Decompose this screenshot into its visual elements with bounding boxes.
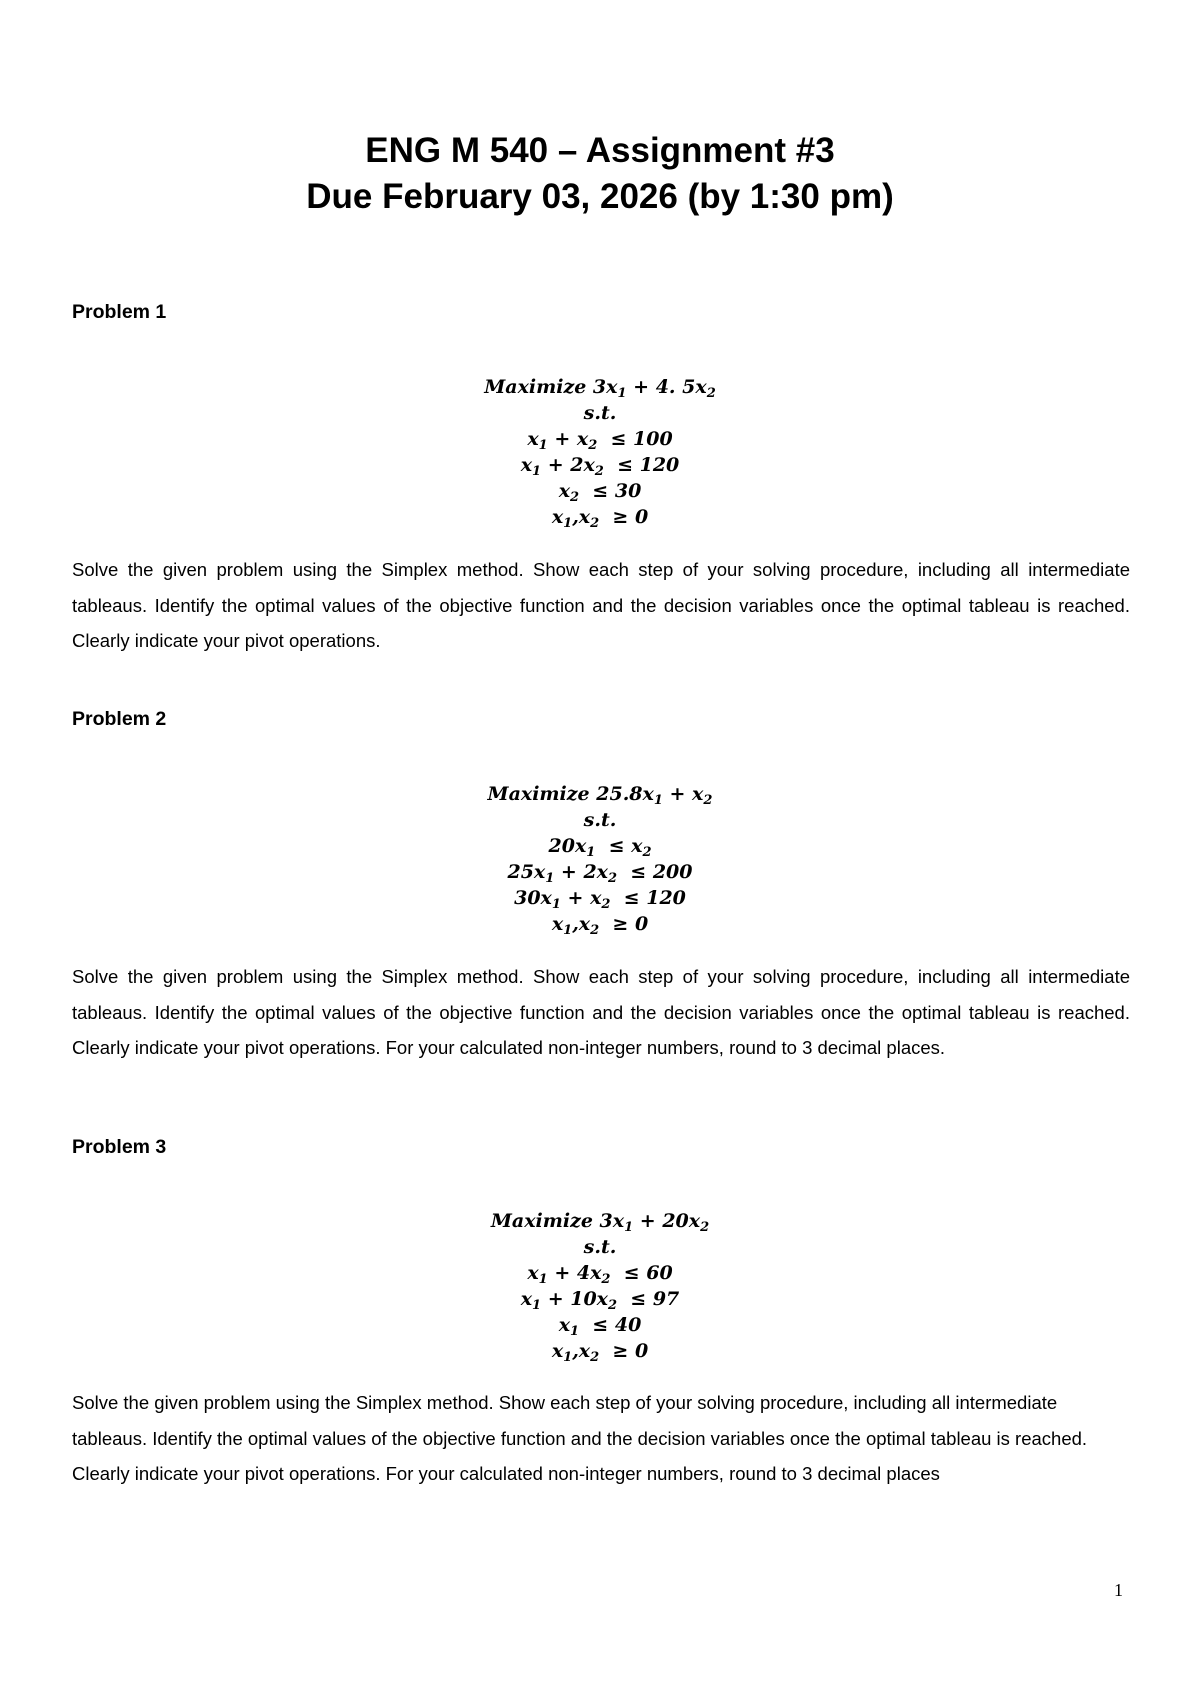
- math-term: ≤ 30: [579, 480, 642, 502]
- variable-subscript: 1: [570, 1324, 580, 1339]
- variable-subscript: 2: [570, 490, 580, 505]
- variable-subscript: 1: [653, 793, 663, 808]
- variable-subscript: 1: [545, 871, 555, 886]
- problem-2-formulation: [0, 781, 1200, 937]
- problem-2-instructions: Solve the given problem using the Simplex method. Show each step of your solving procedure, including all intermediate tableaus. Identify the optimal values of the objective function and the decision variables once the optimal tableau is reached. Clearly indicate your pivot operations. For your calculated non-integer numbers, round to 3 decimal places.: [72, 966, 1130, 1058]
- variable-subscript: 2: [590, 923, 600, 938]
- constraint: [0, 833, 1200, 859]
- math-term: ,x: [572, 506, 591, 528]
- math-term: x: [551, 913, 564, 935]
- variable-subscript: 2: [706, 386, 716, 401]
- variable-subscript: 1: [563, 923, 573, 938]
- math-term: ≤ 120: [603, 454, 680, 476]
- subject-to-label: s.t.: [583, 402, 617, 424]
- constraint: [0, 426, 1200, 452]
- variable-subscript: 2: [703, 793, 713, 808]
- math-term: x: [527, 1262, 539, 1284]
- constraint: [0, 452, 1200, 478]
- constraint: [0, 1312, 1200, 1338]
- math-term: ≥ 0: [599, 1340, 649, 1362]
- variable-subscript: 1: [538, 438, 548, 453]
- problem-3-heading: Problem 3: [72, 1136, 167, 1158]
- math-term: ≤ 97: [617, 1288, 680, 1310]
- math-term: ,x: [572, 913, 591, 935]
- math-term: x: [558, 1314, 571, 1336]
- variable-subscript: 1: [586, 845, 596, 860]
- variable-subscript: 2: [588, 438, 598, 453]
- math-term: ,x: [572, 1340, 591, 1362]
- objective-function: [0, 374, 1200, 400]
- math-term: ≤ 100: [597, 428, 673, 450]
- variable-subscript: 1: [532, 1298, 542, 1313]
- variable-subscript: 1: [538, 1272, 548, 1287]
- math-term: 20x: [548, 835, 587, 857]
- variable-subscript: 2: [590, 1350, 600, 1365]
- problem-1-formulation: [0, 374, 1200, 530]
- constraint: [0, 478, 1200, 504]
- non-negativity-constraint: [0, 504, 1200, 530]
- variable-subscript: 1: [532, 464, 542, 479]
- variable-subscript: 1: [551, 897, 561, 912]
- problem-2-heading: Problem 2: [72, 708, 167, 730]
- non-negativity-constraint: [0, 1338, 1200, 1364]
- variable-subscript: 1: [624, 1220, 634, 1235]
- variable-subscript: 1: [563, 1350, 573, 1365]
- constraint: [0, 885, 1200, 911]
- math-term: ≥ 0: [599, 506, 649, 528]
- math-term: 30x: [514, 887, 552, 909]
- subject-to-label: s.t.: [583, 809, 617, 831]
- variable-subscript: 2: [590, 516, 600, 531]
- objective-function: [0, 1208, 1200, 1234]
- assignment-title: ENG M 540 – Assignment #3: [365, 131, 835, 170]
- math-term: ≤ 200: [617, 861, 693, 883]
- math-term: x: [520, 454, 533, 476]
- constraint: [0, 1286, 1200, 1312]
- math-term: Maximize 3x: [490, 1210, 625, 1232]
- variable-subscript: 2: [601, 1272, 611, 1287]
- subject-to-label: s.t.: [583, 1236, 617, 1258]
- non-negativity-constraint: [0, 911, 1200, 937]
- math-term: x: [520, 1288, 533, 1310]
- variable-subscript: 2: [594, 464, 604, 479]
- math-term: + 10x: [541, 1288, 609, 1310]
- math-term: + 2x: [554, 861, 609, 883]
- math-term: x: [551, 1340, 564, 1362]
- variable-subscript: 1: [563, 516, 573, 531]
- math-term: ≥ 0: [599, 913, 649, 935]
- math-term: 25x: [507, 861, 546, 883]
- math-term: ≤ x: [595, 835, 643, 857]
- variable-subscript: 2: [700, 1220, 710, 1235]
- math-term: + x: [662, 783, 704, 805]
- variable-subscript: 2: [642, 845, 652, 860]
- math-term: + x: [547, 428, 589, 450]
- problem-1-heading: Problem 1: [72, 301, 167, 323]
- math-term: + x: [560, 887, 602, 909]
- math-term: + 4x: [547, 1262, 602, 1284]
- math-term: + 4. 5x: [626, 376, 707, 398]
- due-date: Due February 03, 2026 (by 1:30 pm): [306, 177, 894, 216]
- constraint: [0, 1260, 1200, 1286]
- math-term: + 20x: [633, 1210, 701, 1232]
- variable-subscript: 2: [608, 1298, 618, 1313]
- math-term: ≤ 40: [579, 1314, 642, 1336]
- objective-function: [0, 781, 1200, 807]
- page-number: 1: [1114, 1580, 1123, 1600]
- variable-subscript: 1: [617, 386, 627, 401]
- math-term: Maximize 25.8x: [487, 783, 654, 805]
- problem-3-formulation: [0, 1208, 1200, 1364]
- math-term: x: [558, 480, 571, 502]
- problem-3-instructions: Solve the given problem using the Simplex method. Show each step of your solving procedure, including all intermediate tableaus. Identify the optimal values of the objective function and the decision variables once the optimal tableau is reached. Clearly indicate your pivot operations. For your calculated non-integer numbers, round to 3 decimal places: [72, 1392, 1088, 1484]
- variable-subscript: 2: [608, 871, 618, 886]
- problem-1-instructions: Solve the given problem using the Simplex method. Show each step of your solving procedure, including all intermediate tableaus. Identify the optimal values of the objective function and the decision variables once the optimal tableau is reached. Clearly indicate your pivot operations.: [72, 559, 1130, 651]
- math-term: + 2x: [541, 454, 595, 476]
- variable-subscript: 2: [601, 897, 611, 912]
- math-term: x: [527, 428, 539, 450]
- math-term: ≤ 60: [610, 1262, 673, 1284]
- math-term: x: [551, 506, 564, 528]
- math-term: Maximize 3x: [484, 376, 618, 398]
- constraint: [0, 859, 1200, 885]
- math-term: ≤ 120: [610, 887, 686, 909]
